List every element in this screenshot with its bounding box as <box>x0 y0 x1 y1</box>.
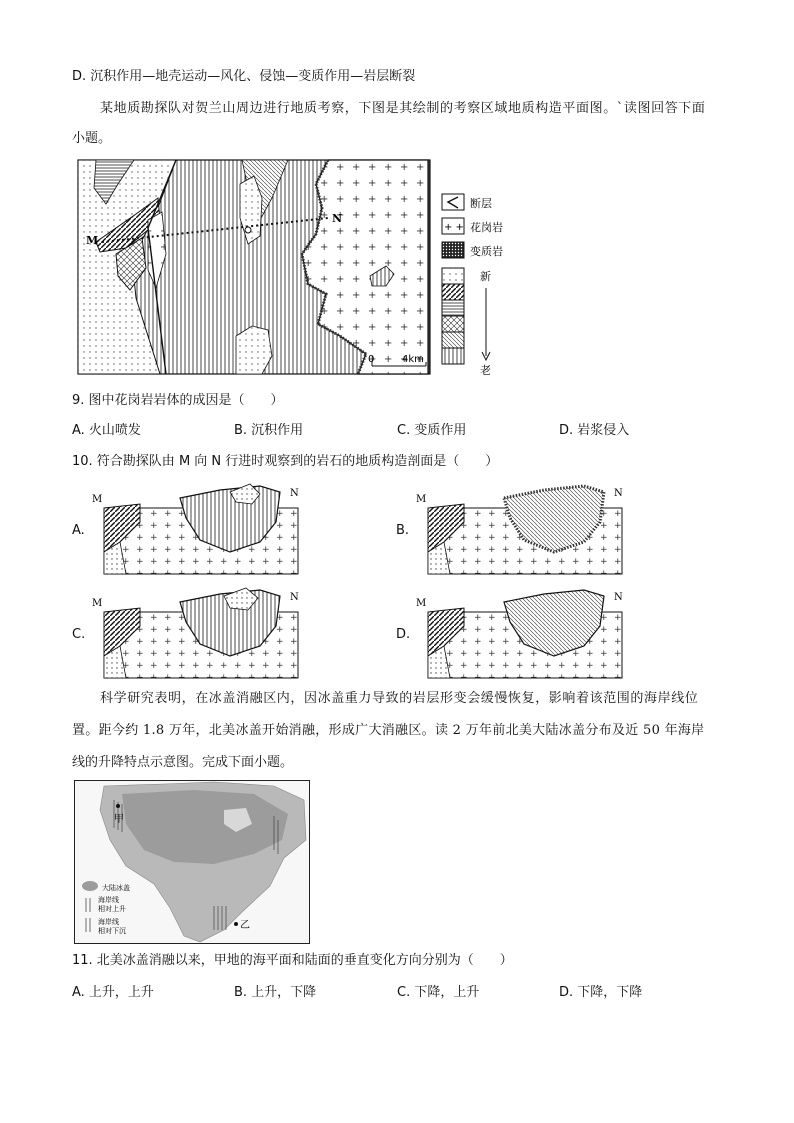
svg-text:N: N <box>614 488 623 499</box>
q9-option-d[interactable]: D. 岩浆侵入 <box>559 423 630 438</box>
previous-question-option-d: D. 沉积作用—地壳运动—风化、侵蚀—变质作用—岩层断裂 <box>72 69 416 84</box>
svg-text:M: M <box>92 494 103 505</box>
svg-text:M: M <box>416 494 427 505</box>
q10-profile-a <box>90 482 302 580</box>
svg-text:N: N <box>290 488 299 499</box>
north-america-ice-map <box>74 780 310 948</box>
place-yi: 乙 <box>240 920 250 931</box>
svg-text:相对下沉: 相对下沉 <box>98 927 126 935</box>
q9-option-a[interactable]: A. 火山喷发 <box>72 423 141 438</box>
q9-option-c[interactable]: C. 变质作用 <box>397 423 467 438</box>
q11-option-a[interactable]: A. 上升，上升 <box>72 985 154 1000</box>
svg-text:M: M <box>92 598 103 609</box>
svg-text:M: M <box>416 598 427 609</box>
legend-fault: 断层 <box>470 197 492 210</box>
passage-1-text-cont: 小题。 <box>72 131 112 146</box>
geologic-map-figure <box>76 158 528 384</box>
svg-text:大陆冰盖: 大陆冰盖 <box>102 884 130 892</box>
legend-metamorphic: 变质岩 <box>470 245 503 258</box>
svg-text:+ +: + + <box>444 222 464 233</box>
q10-profile-b <box>414 482 626 580</box>
label-n: N <box>332 212 343 225</box>
q10-option-d[interactable]: D. <box>396 627 411 642</box>
q10-profile-d <box>414 586 626 684</box>
legend-granite: 花岗岩 <box>470 221 503 234</box>
q10-option-a[interactable]: A. <box>72 523 85 538</box>
svg-text:海岸线: 海岸线 <box>98 896 119 904</box>
q11-option-b[interactable]: B. 上升，下降 <box>234 985 317 1000</box>
geologic-map-svg <box>76 158 528 380</box>
place-yi-marker <box>234 922 238 926</box>
q9-option-b[interactable]: B. 沉积作用 <box>234 423 304 438</box>
q11-stem: 11. 北美冰盖消融以来，甲地的海平面和陆面的垂直变化方向分别为（ ） <box>72 953 513 968</box>
passage-2-text-cont: 置。距今约 1.8 万年，北美冰盖开始消融，形成广大消融区。读 2 万年前北美大陆冰盖分布及近 50 年海岸 <box>72 723 705 738</box>
svg-text:相对上升: 相对上升 <box>98 905 126 913</box>
svg-text:N: N <box>290 592 299 603</box>
passage-2-text-end: 线的升降特点示意图。完成下面小题。 <box>72 755 294 770</box>
svg-text:海岸线: 海岸线 <box>98 918 119 926</box>
svg-text:N: N <box>614 592 623 603</box>
q11-option-d[interactable]: D. 下降，下降 <box>559 985 643 1000</box>
q10-stem: 10. 符合勘探队由 M 向 N 行进时观察到的岩石的地质构造剖面是（ ） <box>72 454 499 469</box>
legend-old: 老 <box>480 364 491 377</box>
place-jia-marker <box>116 804 120 808</box>
q10-profile-c <box>90 586 302 684</box>
label-m: M <box>86 234 99 247</box>
scale-distance: 4km <box>402 354 424 365</box>
passage-1-text: 某地质勘探队对贺兰山周边进行地质考察，下图是其绘制的考察区域地质构造平面图。`读图回答下面 <box>100 101 706 116</box>
q11-option-c[interactable]: C. 下降，上升 <box>397 985 480 1000</box>
passage-2-text: 科学研究表明，在冰盖消融区内，因冰盖重力导致的岩层形变会缓慢恢复，影响着该范围的海岸线位 <box>100 691 699 706</box>
q9-stem: 9. 图中花岗岩岩体的成因是（ ） <box>72 393 284 408</box>
map-legend <box>442 194 503 377</box>
q10-option-b[interactable]: B. <box>396 523 410 538</box>
legend-new: 新 <box>480 270 491 283</box>
scale-zero: 0 <box>368 354 375 365</box>
q10-option-c[interactable]: C. <box>72 627 86 642</box>
place-jia: 甲 <box>114 814 124 825</box>
